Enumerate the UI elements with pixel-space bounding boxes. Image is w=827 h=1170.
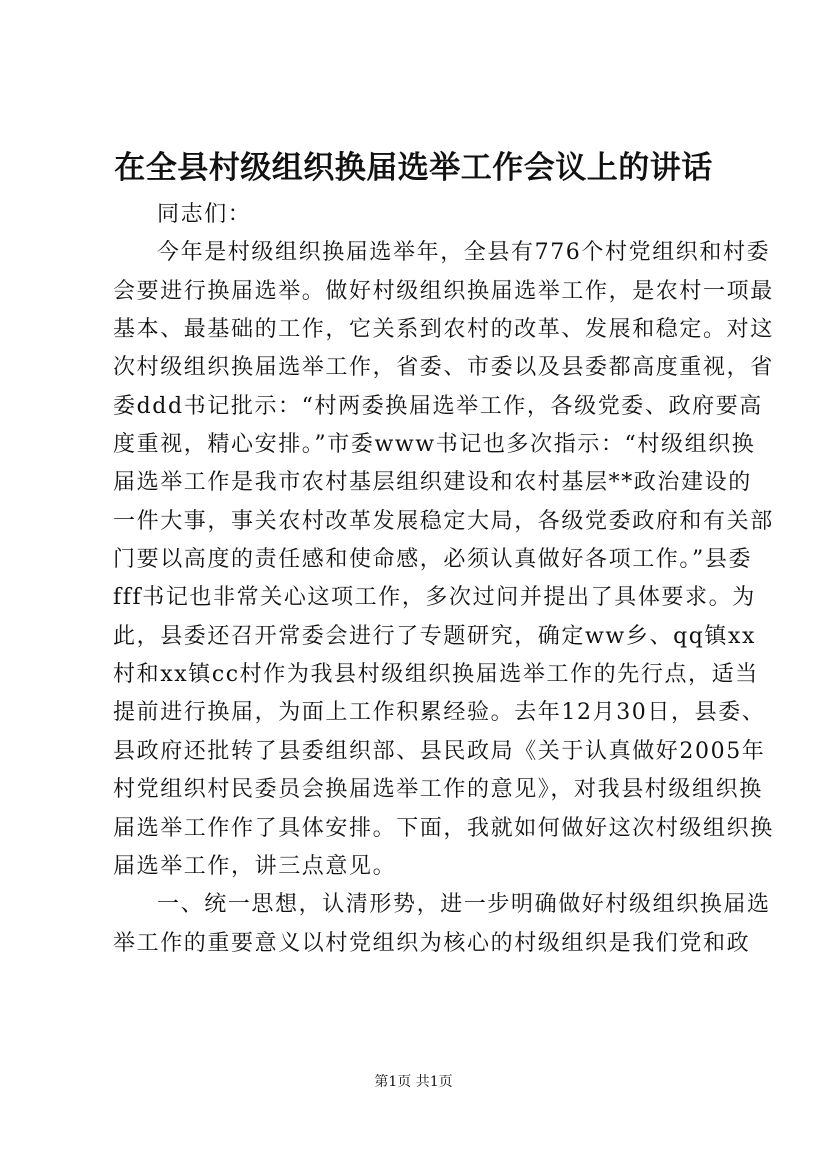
paragraph-1-line-7: 届选举工作是我市农村基层组织建设和农村基层**政治建设的 <box>113 470 752 496</box>
paragraph-1-line-3: 基本、最基础的工作，它关系到农村的改革、发展和稳定。对这 <box>113 317 774 343</box>
document-body <box>113 196 774 963</box>
paragraph-1-line-9: 门要以高度的责任感和使命感，必须认真做好各项工作。”县委 <box>113 547 753 573</box>
paragraph-1-line-12: 村和xx镇cc村作为我县村级组织换届选举工作的先行点，适当 <box>113 662 759 688</box>
paragraph-1-line-6: 度重视，精心安排。”市委www书记也多次指示：“村级组织换 <box>113 432 756 458</box>
paragraph-1-line-14: 县政府还批转了县委组织部、县民政局《关于认真做好2005年 <box>113 738 766 764</box>
paragraph-1-line-17: 届选举工作，讲三点意见。 <box>113 853 397 879</box>
section-1-heading-line-1: 一、统一思想，认清形势，进一步明确做好村级组织换届选 <box>157 892 771 918</box>
salutation-line: 同志们： <box>157 202 252 227</box>
paragraph-1-line-11: 此，县委还召开常委会进行了专题研究，确定ww乡、qq镇xx <box>113 623 757 649</box>
section-1-heading-line-2: 举工作的重要意义以村党组织为核心的村级组织是我们党和政 <box>113 930 751 956</box>
paragraph-1-line-13: 提前进行换届，为面上工作积累经验。去年12月30日，县委、 <box>113 700 766 726</box>
paragraph-1-line-5: 委ddd书记批示：“村两委换届选举工作，各级党委、政府要高 <box>113 393 763 419</box>
document-title: 在全县村级组织换届选举工作会议上的讲话 <box>114 150 713 186</box>
paragraph-1-line-2: 会要进行换届选举。做好村级组织换届选举工作，是农村一项最 <box>113 278 774 304</box>
paragraph-1-line-15: 村党组织村民委员会换届选举工作的意见》，对我县村级组织换 <box>113 777 763 803</box>
paragraph-1-line-4: 次村级组织换届选举工作，省委、市委以及县委都高度重视，省 <box>113 355 774 381</box>
paragraph-1-line-16: 届选举工作作了具体安排。下面，我就如何做好这次村级组织换 <box>113 815 774 841</box>
paragraph-1-line-1: 今年是村级组织换届选举年，全县有776个村党组织和村委 <box>157 240 771 266</box>
paragraph-1-line-8: 一件大事，事关农村改革发展稳定大局，各级党委政府和有关部 <box>113 508 774 534</box>
page-number-footer: 第1页 共1页 <box>374 1074 453 1090</box>
paragraph-1-line-10: fff书记也非常关心这项工作，多次过问并提出了具体要求。为 <box>113 585 756 611</box>
